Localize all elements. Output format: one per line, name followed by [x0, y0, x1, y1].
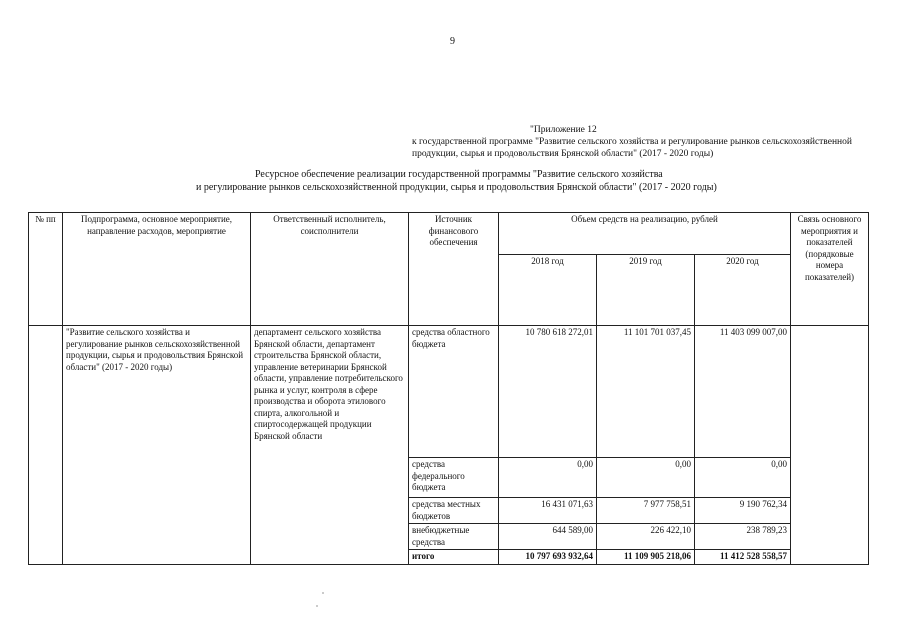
source-cell: средства местных бюджетов: [409, 498, 499, 524]
value-2019-cell: 0,00: [597, 458, 695, 498]
value-2020-cell: 238 789,23: [695, 524, 791, 550]
value-2020-cell: 9 190 762,34: [695, 498, 791, 524]
header-executor: Ответственный исполнитель, соисполнители: [251, 213, 409, 326]
source-cell: средства федерального бюджета: [409, 458, 499, 498]
value-2018-cell: 0,00: [499, 458, 597, 498]
value-2020-cell: 11 412 528 558,57: [695, 550, 791, 565]
link-cell: [791, 326, 869, 565]
document-heading-line-1: Ресурсное обеспечение реализации государственной программы "Развитие сельского хозяйства: [255, 169, 663, 180]
header-year-2020: 2020 год: [695, 255, 791, 326]
value-2020-cell: 0,00: [695, 458, 791, 498]
value-2018-cell: 10 797 693 932,64: [499, 550, 597, 565]
header-volume: Объем средств на реализацию, рублей: [499, 213, 791, 255]
header-num: № пп: [29, 213, 63, 326]
value-2019-cell: 11 109 905 218,06: [597, 550, 695, 565]
source-cell: итого: [409, 550, 499, 565]
source-cell: средства областного бюджета: [409, 326, 499, 458]
executor-cell: департамент сельского хозяйства Брянской области, департамент строительства Брянской области, управление ветеринарии Брянской области, управление потребительского рынка и услуг, контроля в сфере производства и оборота этилового спирта, алкогольной и спиртосодержащей продукции Брянской области: [251, 326, 409, 565]
source-cell: внебюджетные средства: [409, 524, 499, 550]
header-year-2019: 2019 год: [597, 255, 695, 326]
appendix-title: "Приложение 12: [530, 125, 597, 135]
value-2019-cell: 11 101 701 037,45: [597, 326, 695, 458]
table-row: [29, 326, 869, 458]
page-number: 9: [450, 36, 455, 47]
program-name-cell: "Развитие сельского хозяйства и регулирование рынков сельскохозяйственной продукции, сырья и продовольствия Брянской области" (2017 - 2020 годы): [63, 326, 251, 565]
header-source: Источник финансового обеспечения: [409, 213, 499, 326]
scan-speck: [316, 605, 318, 607]
value-2020-cell: 11 403 099 007,00: [695, 326, 791, 458]
document-heading-line-2: и регулирование рынков сельскохозяйственной продукции, сырья и продовольствия Брянской области" (2017 - 2020 годы): [196, 182, 717, 193]
value-2019-cell: 226 422,10: [597, 524, 695, 550]
header-link: Связь основного мероприятия и показателей (порядковые номера показателей): [791, 213, 869, 326]
value-2018-cell: 10 780 618 272,01: [499, 326, 597, 458]
value-2018-cell: 16 431 071,63: [499, 498, 597, 524]
header-program: Подпрограмма, основное мероприятие, направление расходов, мероприятие: [63, 213, 251, 326]
header-year-2018: 2018 год: [499, 255, 597, 326]
row-num-cell: [29, 326, 63, 565]
value-2018-cell: 644 589,00: [499, 524, 597, 550]
scan-speck: [322, 592, 324, 594]
resource-table: [28, 212, 869, 565]
value-2019-cell: 7 977 758,51: [597, 498, 695, 524]
appendix-line-1: к государственной программе "Развитие сельского хозяйства и регулирование рынков сельскохозяйственной: [412, 137, 852, 147]
appendix-line-2: продукции, сырья и продовольствия Брянской области" (2017 - 2020 годы): [412, 149, 714, 159]
